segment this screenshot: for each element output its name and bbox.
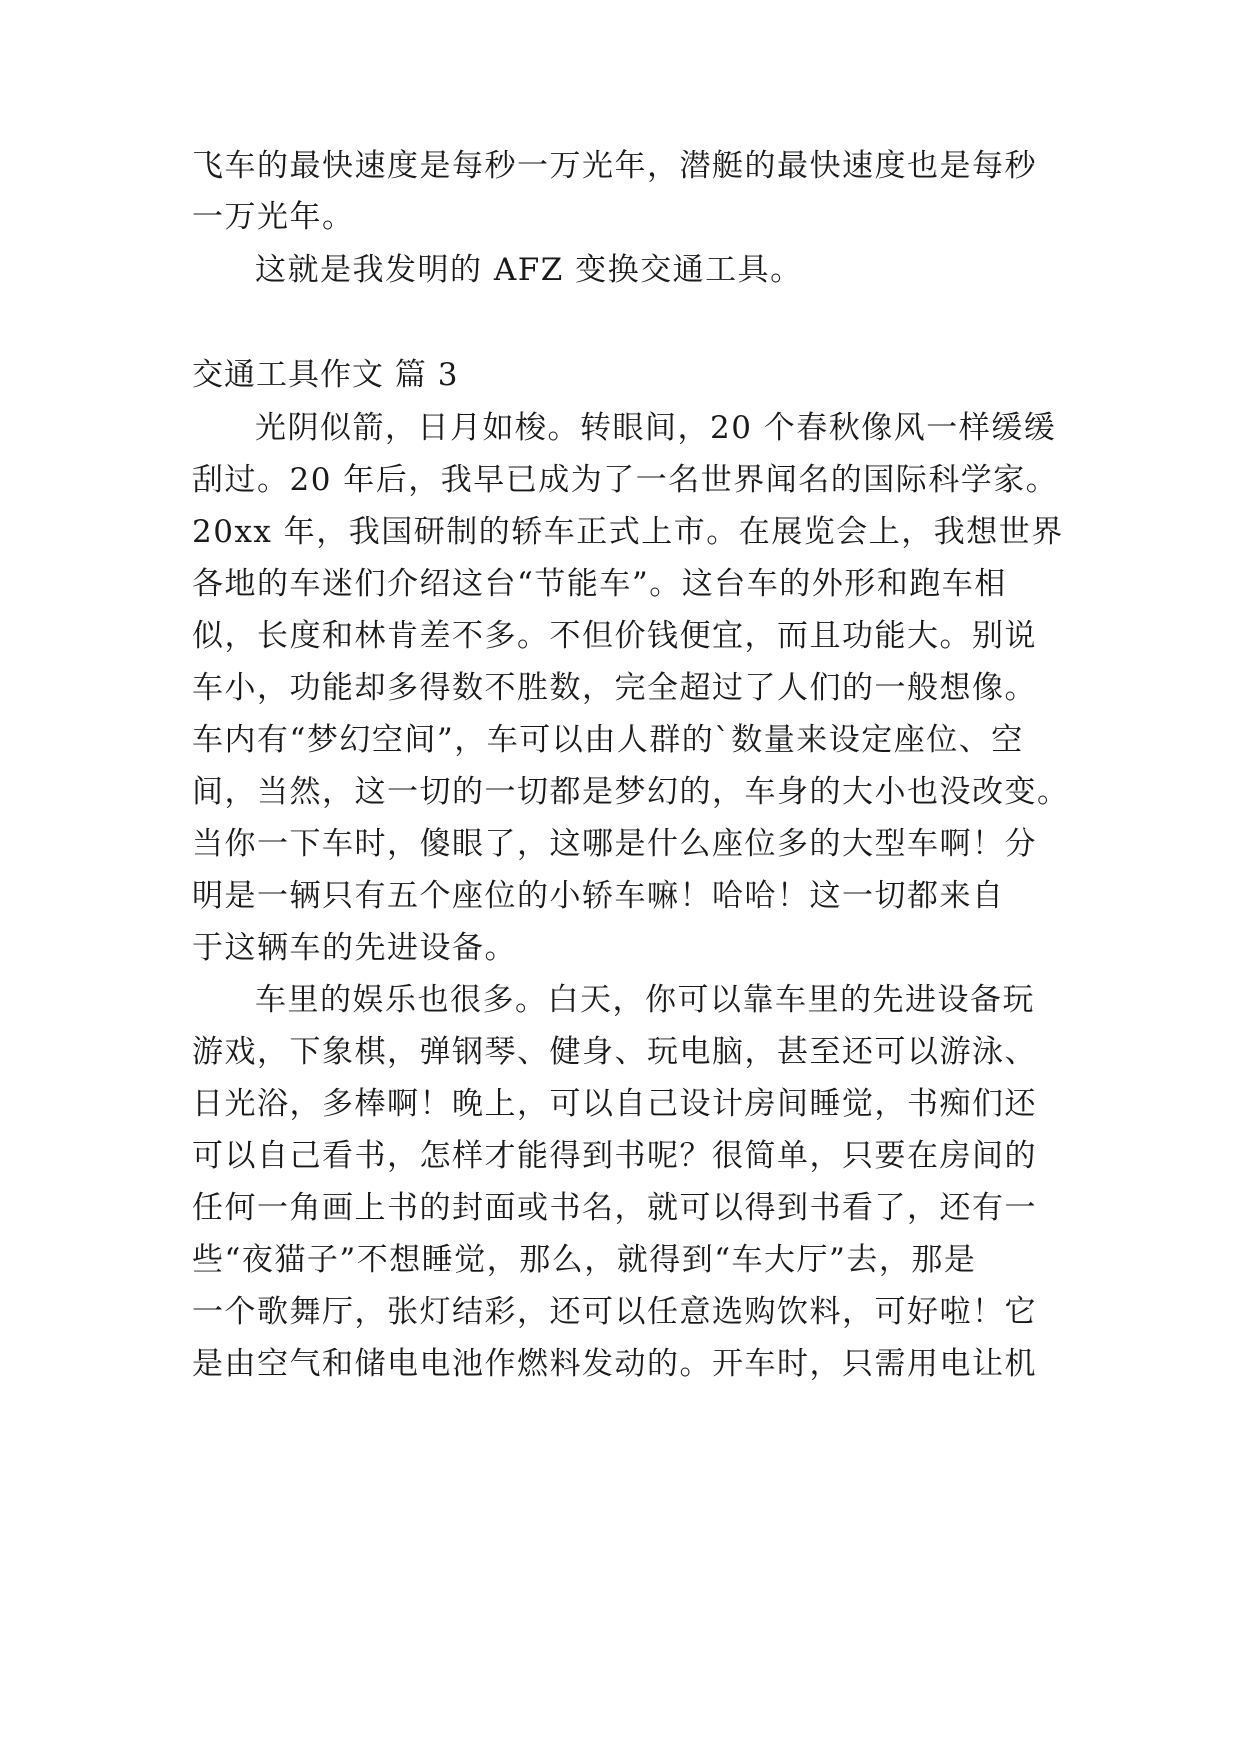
- text-line: 明是一辆只有五个座位的小轿车嘛！哈哈！这一切都来自: [192, 878, 1005, 914]
- text-line: 日光浴，多棒啊！晚上，可以自己设计房间睡觉，书痴们还: [192, 1086, 1037, 1122]
- text-line: 车里的娱乐也很多。白天，你可以靠车里的先进设备玩: [255, 982, 1035, 1018]
- text-line: 些“夜猫子”不想睡觉，那么，就得到“车大厅”去，那是: [192, 1242, 977, 1278]
- text-line: 可以自己看书，怎样才能得到书呢？很简单，只要在房间的: [192, 1138, 1037, 1174]
- text-line: 是由空气和储电电池作燃料发动的。开车时，只需用电让机: [192, 1346, 1037, 1382]
- text-line: 光阴似箭，日月如梭。转眼间，20 个春秋像风一样缓缓: [255, 410, 1057, 446]
- text-line: 车内有“梦幻空间”，车可以由人群的`数量来设定座位、空: [192, 722, 1024, 758]
- text-line: 间，当然，这一切的一切都是梦幻的，车身的大小也没改变。: [192, 774, 1070, 810]
- text-line: 于这辆车的先进设备。: [192, 930, 517, 966]
- text-line: 刮过。20 年后，我早已成为了一名世界闻名的国际科学家。: [192, 462, 1059, 498]
- text-line: 一个歌舞厅，张灯结彩，还可以任意选购饮料，可好啦！它: [192, 1294, 1037, 1330]
- text-line: 一万光年。: [192, 199, 355, 235]
- text-line: 20xx 年，我国研制的轿车正式上市。在展览会上，我想世界: [192, 514, 1064, 550]
- text-line: 似，长度和林肯差不多。不但价钱便宜，而且功能大。别说: [192, 618, 1037, 654]
- text-line: 游戏，下象棋，弹钢琴、健身、玩电脑，甚至还可以游泳、: [192, 1034, 1037, 1070]
- text-line: 各地的车迷们介绍这台“节能车”。这台车的外形和跑车相: [192, 566, 1007, 602]
- text-line: 车小，功能却多得数不胜数，完全超过了人们的一般想像。: [192, 670, 1037, 706]
- text-line: 飞车的最快速度是每秒一万光年，潜艇的最快速度也是每秒: [192, 148, 1037, 184]
- text-line: 任何一角画上书的封面或书名，就可以得到书看了，还有一: [192, 1190, 1037, 1226]
- essay-heading: 交通工具作文 篇 3: [192, 357, 459, 393]
- text-line: 当你一下车时，傻眼了，这哪是什么座位多的大型车啊！分: [192, 826, 1037, 862]
- closing-sentence: 这就是我发明的 AFZ 变换交通工具。: [255, 252, 803, 288]
